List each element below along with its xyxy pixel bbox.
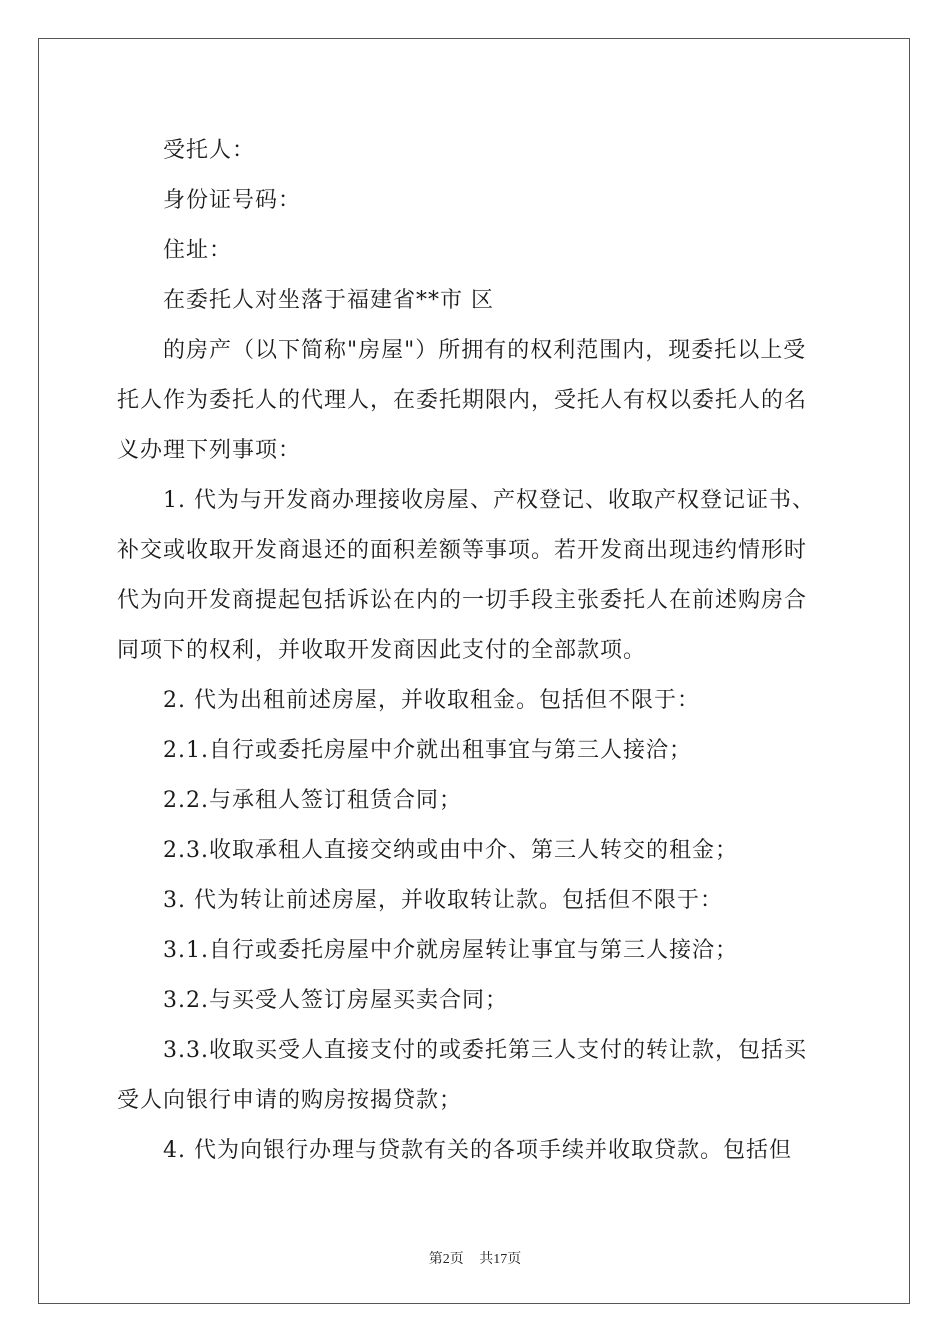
page-footer	[0, 1248, 950, 1268]
document-body	[117, 126, 847, 1176]
text-line: 2.2.与承租人签订租赁合同；	[163, 788, 462, 813]
text-line: 代为向开发商提起包括诉讼在内的一切手段主张委托人在前述购房合	[117, 588, 808, 613]
page-number: 第2页	[428, 1252, 464, 1267]
text-line: 受托人：	[163, 138, 256, 163]
text-line: 义办理下列事项：	[117, 438, 302, 463]
text-line: 2.3.收取承租人直接交纳或由中介、第三人转交的租金；	[163, 838, 738, 863]
text-line: 2.1.自行或委托房屋中介就出租事宜与第三人接洽；	[163, 738, 692, 763]
text-line: 同项下的权利，并收取开发商因此支付的全部款项。	[117, 638, 647, 663]
text-line: 4. 代为向银行办理与贷款有关的各项手续并收取贷款。包括但	[163, 1138, 792, 1163]
text-line: 3. 代为转让前述房屋，并收取转让款。包括但不限于：	[163, 888, 723, 913]
text-line: 的房产（以下简称"房屋"）所拥有的权利范围内，现委托以上受	[163, 338, 807, 363]
text-line: 身份证号码：	[163, 188, 302, 213]
text-line: 3.1.自行或委托房屋中介就房屋转让事宜与第三人接洽；	[163, 938, 738, 963]
text-line: 3.3.收取买受人直接支付的或委托第三人支付的转让款，包括买	[163, 1038, 807, 1063]
text-line: 住址：	[163, 238, 233, 263]
text-line: 在委托人对坐落于福建省**市 区	[163, 288, 494, 313]
text-line: 补交或收取开发商退还的面积差额等事项。若开发商出现违约情形时	[117, 538, 808, 563]
text-line: 受人向银行申请的购房按揭贷款；	[117, 1088, 463, 1113]
text-line: 托人作为委托人的代理人，在委托期限内，受托人有权以委托人的名	[117, 388, 808, 413]
page-total: 共17页	[479, 1252, 522, 1267]
text-line: 1. 代为与开发商办理接收房屋、产权登记、收取产权登记证书、	[163, 488, 815, 513]
text-line: 3.2.与买受人签订房屋买卖合同；	[163, 988, 508, 1013]
text-line: 2. 代为出租前述房屋，并收取租金。包括但不限于：	[163, 688, 700, 713]
